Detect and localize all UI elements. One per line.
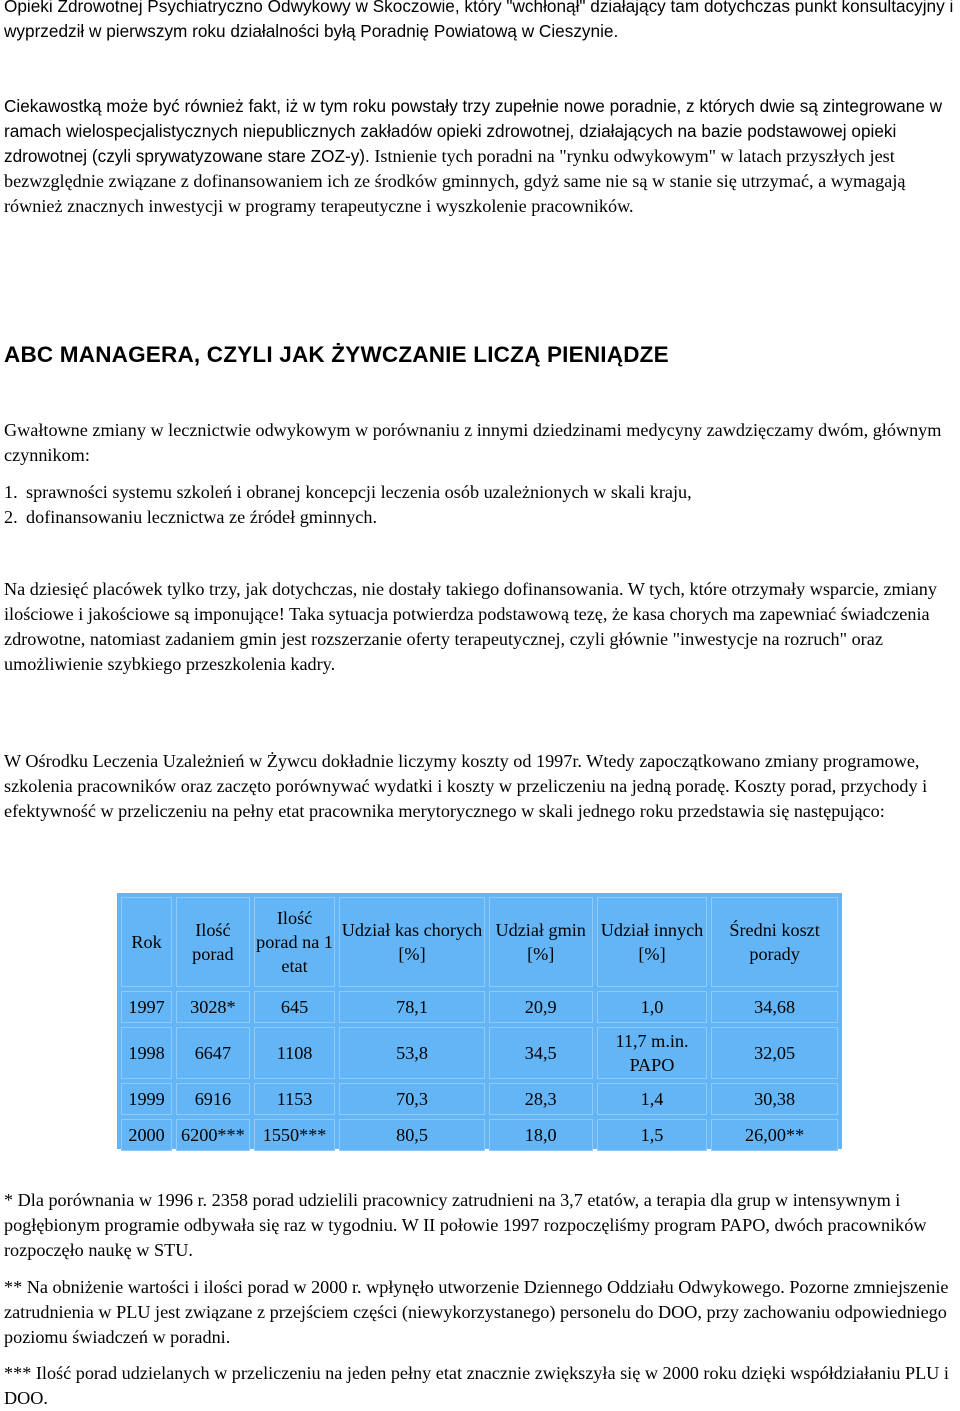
paragraph-costs: W Ośrodku Leczenia Uzależnień w Żywcu dokładnie liczymy koszty od 1997r. Wtedy zapoczątkowano zmiany programowe, szkolenia pracowników oraz zaczęto porównywać wydatki i koszty w przeliczeniu na jedną poradę. Koszty porad, przychody i efektywność w przeliczeniu na pełny etat pracownika merytorycznego w skali jednego roku przedstawia się następująco: <box>4 751 928 821</box>
table-cell: 3028* <box>176 991 250 1023</box>
list-item-text: sprawności systemu szkoleń i obranej koncepcji leczenia osób uzależnionych w skali kraju, <box>26 482 692 502</box>
statistics-table-container <box>117 893 842 1149</box>
table-cell: 1153 <box>254 1083 336 1115</box>
table-cell: 6647 <box>176 1027 250 1079</box>
table-cell: 1998 <box>121 1027 172 1079</box>
intro-paragraph-2-sans: Ciekawostką może być również fakt, iż w tym roku powstały trzy zupełnie nowe poradnie, z których dwie są zintegrowane w ramach wielospecjalistycznych niepublicznych zakładów opieki zdrowotnej, działających na bazie podstawowej opieki zdrowotnej (czyli sprywatyzowane stare ZOZ-y). <box>4 96 943 166</box>
intro-paragraph-2-serif: Istnienie tych poradni na "rynku odwykowym" w latach przyszłych jest bezwzględnie związane z dofinansowaniem ich ze środków gminnych, gdyż same nie są w stanie się utrzymać, a wymagają również znacznych inwestycji w programy terapeutyczne i wyszkolenie pracowników. <box>4 146 906 216</box>
list-item <box>4 480 958 505</box>
list-item-number: 1 . <box>4 480 26 505</box>
table-cell: 53,8 <box>339 1027 484 1079</box>
table-cell: 6200*** <box>176 1119 250 1151</box>
table-cell: 11,7 m.in. PAPO <box>597 1027 707 1079</box>
table-header-cell: Ilość porad na 1 etat <box>254 897 336 987</box>
list-item <box>4 505 958 530</box>
intro-paragraph-1: Opieki Zdrowotnej Psychiatryczno Odwykowy w Skoczowie, który "wchłonął" działający tam dotychczas punkt konsultacyjny i wyprzedził w pierwszym roku działalności byłą Poradnię Powiatową w Cieszynie. <box>4 0 954 41</box>
causes-list <box>4 480 958 530</box>
table-row <box>121 1083 838 1115</box>
table-cell: 2000 <box>121 1119 172 1151</box>
list-item-number: 2 . <box>4 505 26 530</box>
table-row <box>121 991 838 1023</box>
section-heading: ABC MANAGERA, CZYLI JAK ŻYWCZANIE LICZĄ PIENIĄDZE <box>4 342 669 367</box>
table-cell: 78,1 <box>339 991 484 1023</box>
table-header-cell: Średni koszt porady <box>711 897 838 987</box>
table-cell: 32,05 <box>711 1027 838 1079</box>
table-header-cell: Ilość porad <box>176 897 250 987</box>
statistics-table <box>117 893 842 1155</box>
table-header-cell: Udział kas chorych [%] <box>339 897 484 987</box>
table-cell: 1997 <box>121 991 172 1023</box>
table-cell: 70,3 <box>339 1083 484 1115</box>
table-header-cell: Udział innych [%] <box>597 897 707 987</box>
table-cell: 1,4 <box>597 1083 707 1115</box>
table-row <box>121 1119 838 1151</box>
table-header-cell: Rok <box>121 897 172 987</box>
footnote-1: * Dla porównania w 1996 r. 2358 porad udzielili pracownicy zatrudnieni na 3,7 etatów, a terapia dla grup w intensywnym i pogłębionym programie odbywała się raz w tygodniu. W II połowie 1997 rozpoczęliśmy program PAPO, dwóch pracowników rozpoczęło naukę w STU. <box>4 1190 927 1260</box>
table-cell: 1,0 <box>597 991 707 1023</box>
list-item-text: dofinansowaniu lecznictwa ze źródeł gminnych. <box>26 507 377 527</box>
table-cell: 1999 <box>121 1083 172 1115</box>
footnote-3: *** Ilość porad udzielanych w przeliczeniu na jeden pełny etat znacznie zwiększyła się w 2000 roku dzięki współdziałaniu PLU i DOO. <box>4 1363 949 1408</box>
lead-paragraph: Gwałtowne zmiany w lecznictwie odwykowym w porównaniu z innymi dziedzinami medycyny zawdzięczamy dwóm, głównym czynnikom: <box>4 420 942 465</box>
table-cell: 20,9 <box>489 991 593 1023</box>
table-cell: 1550*** <box>254 1119 336 1151</box>
table-cell: 34,5 <box>489 1027 593 1079</box>
table-cell: 30,38 <box>711 1083 838 1115</box>
table-cell: 1108 <box>254 1027 336 1079</box>
paragraph-funding: Na dziesięć placówek tylko trzy, jak dotychczas, nie dostały takiego dofinansowania. W tych, które otrzymały wsparcie, zmiany ilościowe i jakościowe są imponujące! Taka sytuacja potwierdza podstawową tezę, że kasa chorych ma zapewniać świadczenia zdrowotne, natomiast zadaniem gmin jest rozszerzanie oferty terapeutycznej, czyli głównie "inwestycje na rozruch" oraz umożliwienie szybkiego przeszkolenia kadry. <box>4 579 937 674</box>
table-header-cell: Udział gmin [%] <box>489 897 593 987</box>
footnote-2: ** Na obniżenie wartości i ilości porad w 2000 r. wpłynęło utworzenie Dziennego Oddziału Odwykowego. Pozorne zmniejszenie zatrudnienia w PLU jest związane z przejściem części (niewykorzystanego) personelu do DOO, przy zachowaniu odpowiedniego poziomu świadczeń w poradni. <box>4 1277 949 1347</box>
table-cell: 34,68 <box>711 991 838 1023</box>
table-cell: 645 <box>254 991 336 1023</box>
table-cell: 18,0 <box>489 1119 593 1151</box>
table-row <box>121 1027 838 1079</box>
intro-paragraph-2 <box>4 94 958 219</box>
table-cell: 26,00** <box>711 1119 838 1151</box>
table-cell: 1,5 <box>597 1119 707 1151</box>
table-cell: 80,5 <box>339 1119 484 1151</box>
table-header-row <box>121 897 838 987</box>
table-cell: 28,3 <box>489 1083 593 1115</box>
table-cell: 6916 <box>176 1083 250 1115</box>
